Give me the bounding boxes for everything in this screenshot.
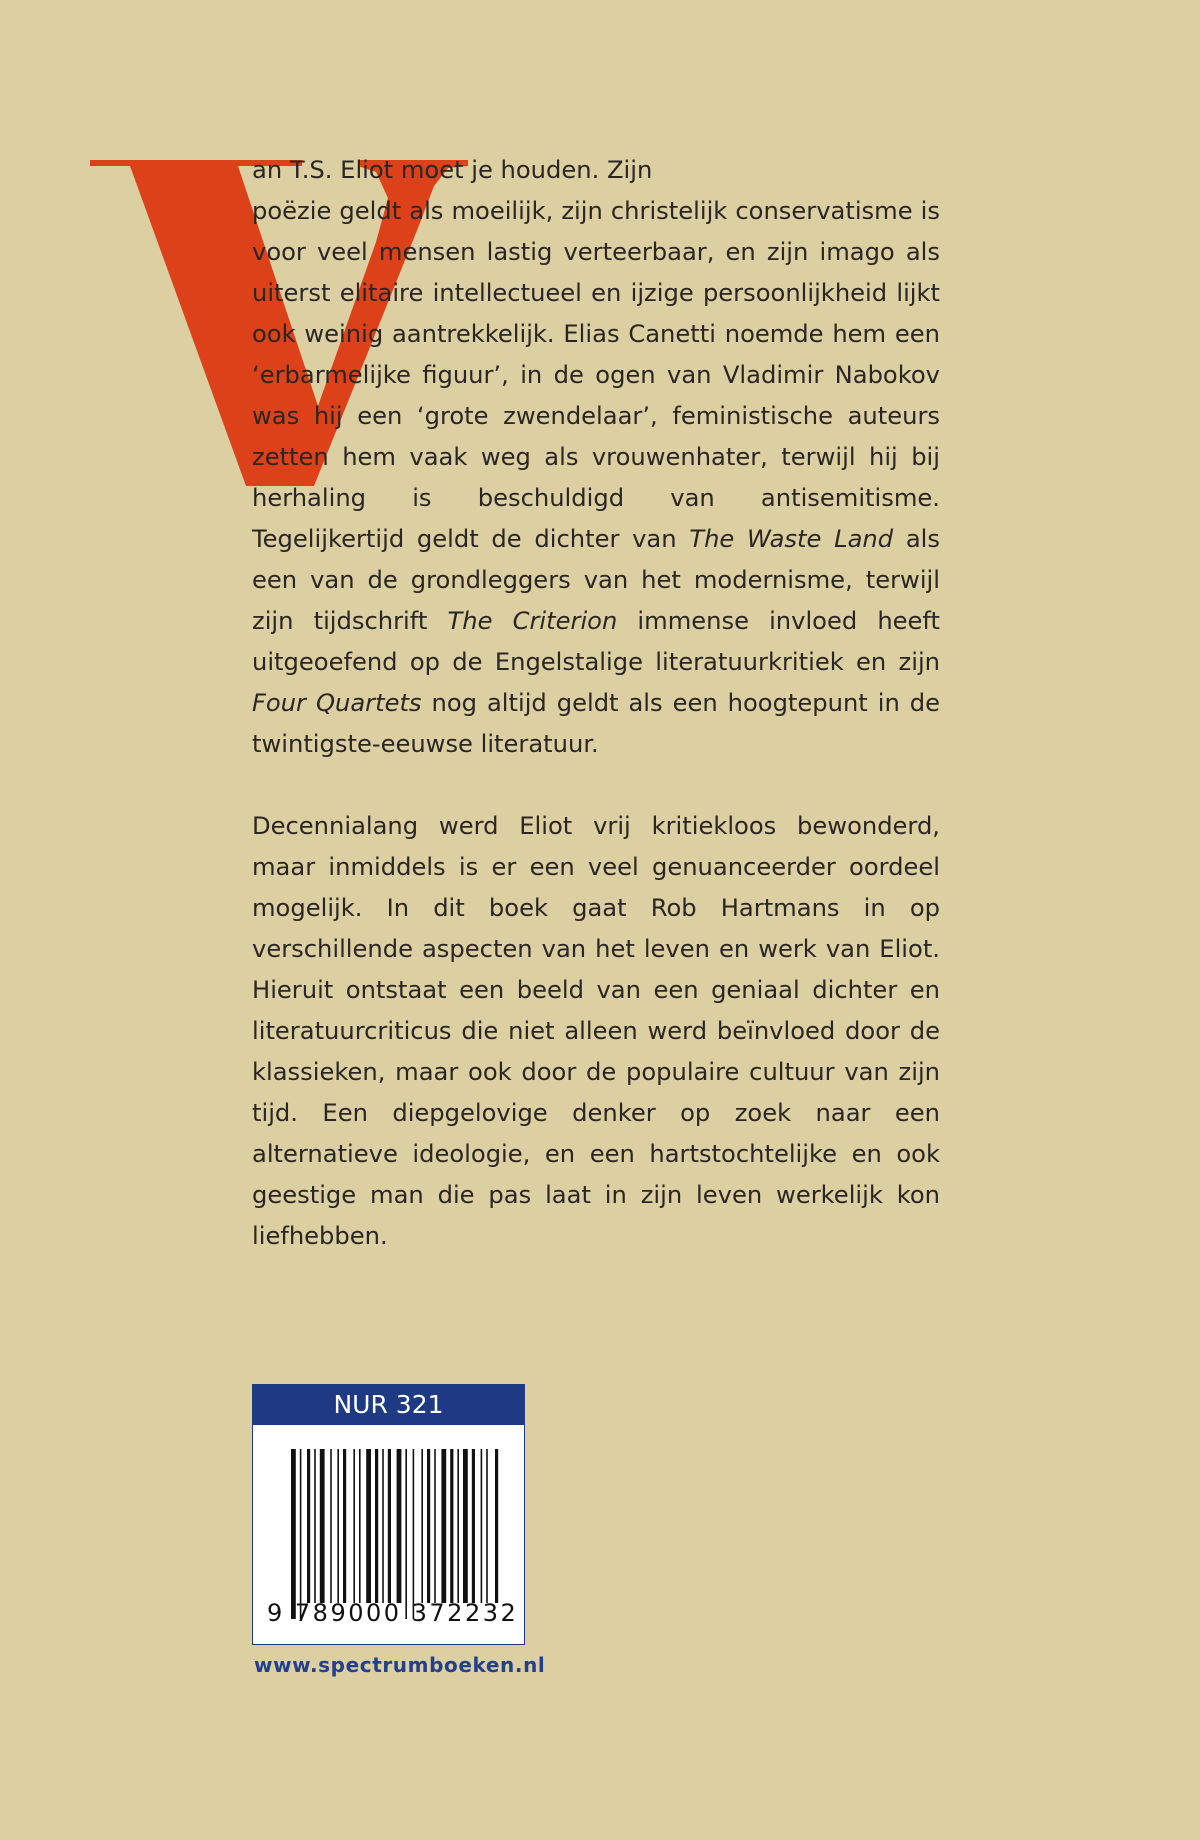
barcode-bar: [330, 1449, 332, 1603]
paragraph-1-part-c: immense invloed heeft uitgeoefend op de Engelstalige literatuurkritiek en zijn: [252, 607, 940, 676]
barcode-bar: [463, 1449, 468, 1603]
nur-label: NUR 321: [253, 1385, 524, 1425]
barcode-bar: [397, 1449, 402, 1603]
barcode-bar: [366, 1449, 371, 1603]
barcode-bar: [481, 1449, 483, 1603]
barcode-bar: [457, 1449, 459, 1603]
barcode-bar: [291, 1449, 296, 1619]
barcode-bar: [413, 1449, 415, 1619]
barcode-bar: [495, 1449, 498, 1603]
barcode-bar: [353, 1449, 355, 1603]
barcode-bar: [375, 1449, 378, 1603]
title-the-criterion: The Criterion: [447, 607, 618, 635]
paragraph-1: [252, 150, 940, 765]
barcode-bar: [405, 1449, 407, 1619]
barcode-bar: [314, 1449, 316, 1603]
first-line: an T.S. Eliot moet je houden. Zijn: [252, 156, 653, 184]
paragraph-2: Decennialang werd Eliot vrij kritiekloos bewonderd, maar inmiddels is er een veel genuanceerder oordeel mogelijk. In dit boek gaat Rob Hartmans in op verschillende aspecten van het leven en werk van Eliot. Hieruit ontstaat een beeld van een geniaal dichter en literatuurcriticus die niet alleen werd beïnvloed door de klassieken, maar ook door de populaire cultuur van zijn tijd. Een diepgelovige denker op zoek naar een alternatieve ideologie, en een hartstochtelijke en ook geestige man die pas laat in zijn leven werkelijk kon liefhebben.: [252, 812, 940, 1250]
barcode-bar: [421, 1449, 423, 1603]
barcode-bar: [300, 1449, 302, 1619]
barcode-bar: [450, 1449, 453, 1603]
paragraph-1-part-a: poëzie geldt als moeilijk, zijn christelijk conservatisme is voor veel mensen lastig verteerbaar, en zijn imago als uiterst elitaire intellectueel en ijzige persoonlijkheid lijkt ook weinig aantrekkelijk. Elias Canetti noemde hem een ‘erbarmelijke figuur’, in de ogen van Vladimir Nabokov was hij een ‘grote zwendelaar’, feministische auteurs zetten hem vaak weg als vrouwenhater, terwijl hij bij herhaling is beschuldigd van antisemitisme. Tegelijkertijd geldt de dichter van: [252, 197, 940, 553]
barcode-bar: [382, 1449, 384, 1603]
isbn-number: 9 789000 372232: [267, 1599, 519, 1627]
barcode-bar: [434, 1449, 436, 1603]
barcode-bar: [486, 1449, 488, 1603]
barcode-bar: [388, 1449, 391, 1603]
barcode-bar: [320, 1449, 325, 1603]
barcode-bar: [337, 1449, 339, 1603]
barcode-bar: [472, 1449, 475, 1603]
title-four-quartets: Four Quartets: [252, 689, 422, 717]
barcode-bar: [307, 1449, 310, 1603]
barcode-bar: [343, 1449, 346, 1603]
barcode-bar: [427, 1449, 430, 1603]
publisher-website: www.spectrumboeken.nl: [254, 1653, 546, 1677]
title-the-waste-land: The Waste Land: [689, 525, 894, 553]
back-cover-blurb: [252, 150, 940, 1257]
barcode-box: [252, 1384, 525, 1645]
barcode-bar: [359, 1449, 361, 1603]
paragraph-1-part-d: nog altijd geldt als een hoogtepunt in de twintigste-eeuwse literatuur.: [252, 689, 941, 758]
barcode-bar: [441, 1449, 446, 1603]
paragraph-1-part-b: als een van de grondleggers van het modernisme, terwijl zijn tijdschrift: [252, 525, 940, 635]
